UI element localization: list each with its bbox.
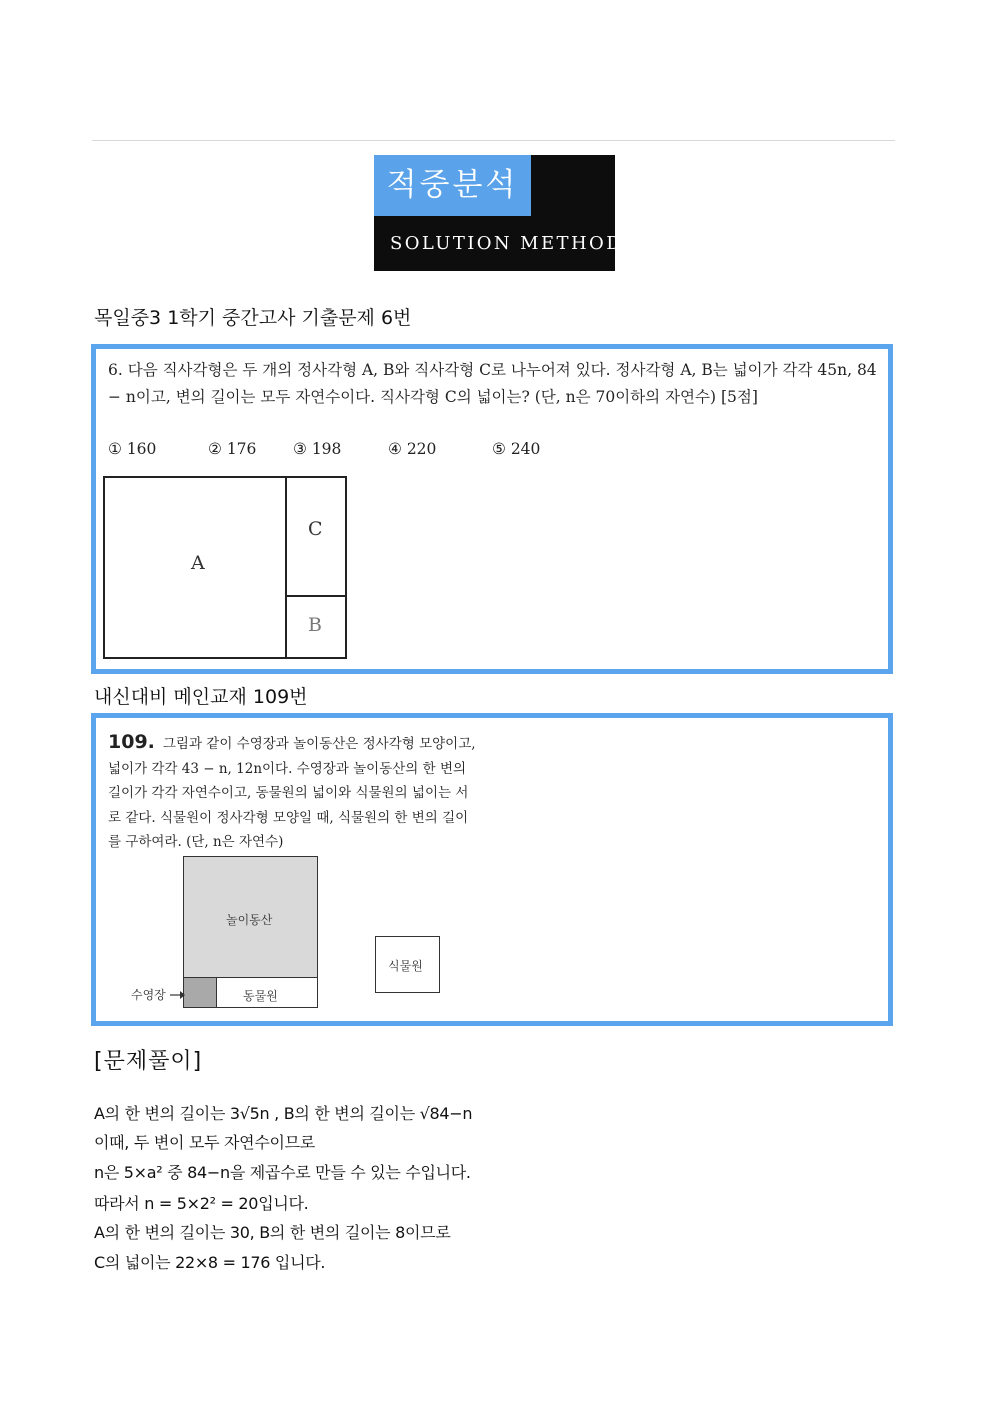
square-b: [285, 595, 347, 659]
problem-body: 그림과 같이 수영장과 놀이동산은 정사각형 모양이고, 넓이가 각각 43 − n, 12n이다. 수영장과 놀이동산의 한 변의 길이가 각각 자연수이고, 동물원의 넓이와 식물원의 넓이는 서로 같다. 식물원이 정사각형 모양일 때, 식물원의 한 변의 길이를 구하여라. (단, n은 자연수): [108, 736, 476, 850]
question-text: 6. 다음 직사각형은 두 개의 정사각형 A, B와 직사각형 C로 나누어져 있다. 정사각형 A, B는 넓이가 각각 45n, 84 − n이고, 변의 길이는 모두 자연수이다. 직사각형 C의 넓이는? (단, n은 70이하의 자연수) [5점]: [108, 361, 877, 406]
choice-2: ② 176: [208, 440, 257, 458]
pool-arrow-icon: [170, 990, 186, 1000]
solution-line-6: C의 넓이는 22×8 = 176 입니다.: [94, 1253, 326, 1272]
rectangle-c-label: C: [308, 518, 323, 540]
choice-3: ③ 198: [293, 440, 342, 458]
problem-number: 109.: [108, 731, 155, 753]
choice-4: ④ 220: [388, 440, 437, 458]
rectangle-c: [285, 476, 347, 597]
amusement-park-box: [183, 856, 318, 979]
solution-line-4: 따라서 n = 5×2² = 20입니다.: [94, 1194, 309, 1213]
pool-box: [183, 977, 218, 1008]
choice-5: ⑤ 240: [492, 440, 541, 458]
pool-label: 수영장: [131, 988, 166, 1002]
solution-badge: [374, 155, 624, 271]
section1-heading: 목일중3 1학기 중간고사 기출문제 6번: [94, 307, 412, 329]
zoo-box: [216, 977, 318, 1008]
botanical-garden-label: 식물원: [388, 959, 423, 973]
botanical-garden-box: [375, 936, 440, 993]
badge-title: 적중분석: [374, 155, 531, 216]
square-a: [103, 476, 287, 659]
square-b-label: B: [308, 614, 322, 636]
solution-line-1: A의 한 변의 길이는 3√5n , B의 한 변의 길이는 √84−n: [94, 1104, 473, 1123]
exam-question-frame: [91, 344, 893, 674]
solution-line-2: 이때, 두 변이 모두 자연수이므로: [94, 1133, 315, 1152]
solution-title: [문제풀이]: [94, 1049, 203, 1074]
section2-heading: 내신대비 메인교재 109번: [94, 686, 308, 708]
problem-109-text: [108, 730, 478, 855]
zoo-label: 동물원: [243, 989, 278, 1003]
amusement-park-label: 놀이동산: [226, 913, 273, 927]
choice-1: ① 160: [108, 440, 157, 458]
textbook-problem-frame: [91, 713, 893, 1026]
solution-line-5: A의 한 변의 길이는 30, B의 한 변의 길이는 8이므로: [94, 1223, 451, 1242]
top-divider: [92, 140, 895, 141]
square-a-label: A: [191, 552, 205, 574]
badge-subtitle: SOLUTION METHOD: [390, 233, 624, 254]
solution-line-3: n은 5×a² 중 84−n을 제곱수로 만들 수 있는 수입니다.: [94, 1163, 471, 1182]
